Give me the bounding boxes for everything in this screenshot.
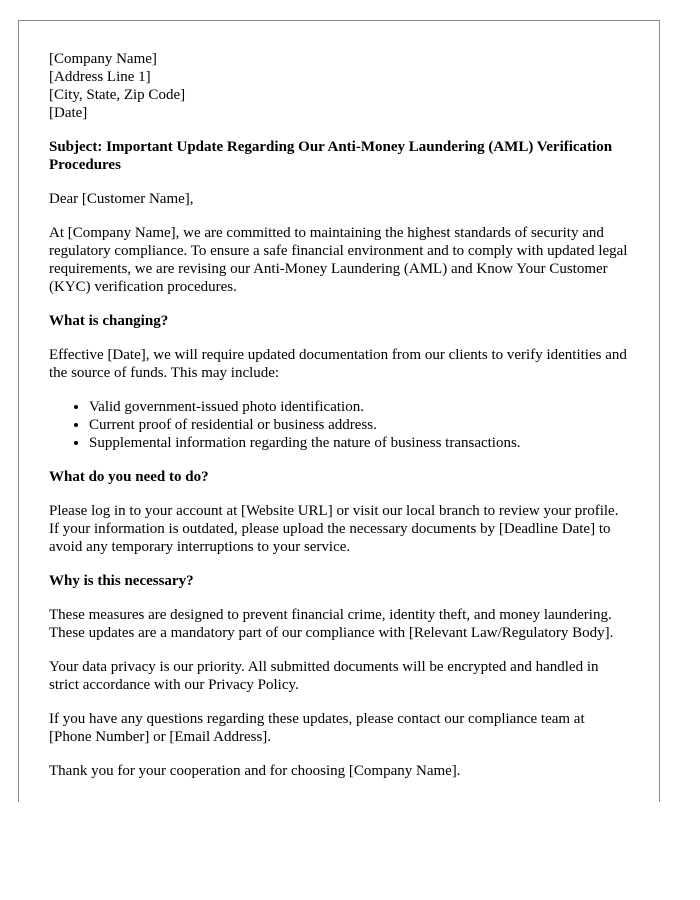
section-heading-why: Why is this necessary? xyxy=(49,573,194,589)
letter-date: [Date] xyxy=(49,105,88,121)
closing-paragraph: Thank you for your cooperation and for choosing [Company Name]. xyxy=(49,763,461,779)
list-item: • Valid government-issued photo identification. xyxy=(89,398,629,416)
company-name: [Company Name] xyxy=(49,51,157,67)
requirements-list xyxy=(49,398,629,452)
letter-page xyxy=(18,20,660,802)
city-state-zip: [City, State, Zip Code] xyxy=(49,87,186,103)
salutation: Dear [Customer Name], xyxy=(49,191,194,207)
address-line-1: [Address Line 1] xyxy=(49,69,151,85)
list-item: • Current proof of residential or business address. xyxy=(89,416,629,434)
intro-paragraph: At [Company Name], we are committed to maintaining the highest standards of security and regulatory compliance. To ensure a safe financial environment and to comply with updated legal requirements, we are revising our Anti-Money Laundering (AML) and Know Your Customer (KYC) verification procedures. xyxy=(49,225,628,295)
changing-paragraph: Effective [Date], we will require updated documentation from our clients to verify identities and the source of funds. This may include: xyxy=(49,347,627,381)
section-heading-todo: What do you need to do? xyxy=(49,469,209,485)
subject-line: Subject: Important Update Regarding Our Anti-Money Laundering (AML) Verification Procedures xyxy=(49,139,613,173)
privacy-paragraph: Your data privacy is our priority. All submitted documents will be encrypted and handled in strict accordance with our Privacy Policy. xyxy=(49,659,599,693)
section-heading-changing: What is changing? xyxy=(49,313,169,329)
todo-paragraph: Please log in to your account at [Website URL] or visit our local branch to review your profile. If your information is outdated, please upload the necessary documents by [Deadline Date] to avoid any temporary interruptions to your service. xyxy=(49,503,619,555)
sender-address-block xyxy=(49,50,629,122)
list-item: • Supplemental information regarding the nature of business transactions. xyxy=(89,434,629,452)
why-paragraph: These measures are designed to prevent financial crime, identity theft, and money laundering. These updates are a mandatory part of our compliance with [Relevant Law/Regulatory Body]. xyxy=(49,607,614,641)
contact-paragraph: If you have any questions regarding these updates, please contact our compliance team at [Phone Number] or [Email Address]. xyxy=(49,711,585,745)
